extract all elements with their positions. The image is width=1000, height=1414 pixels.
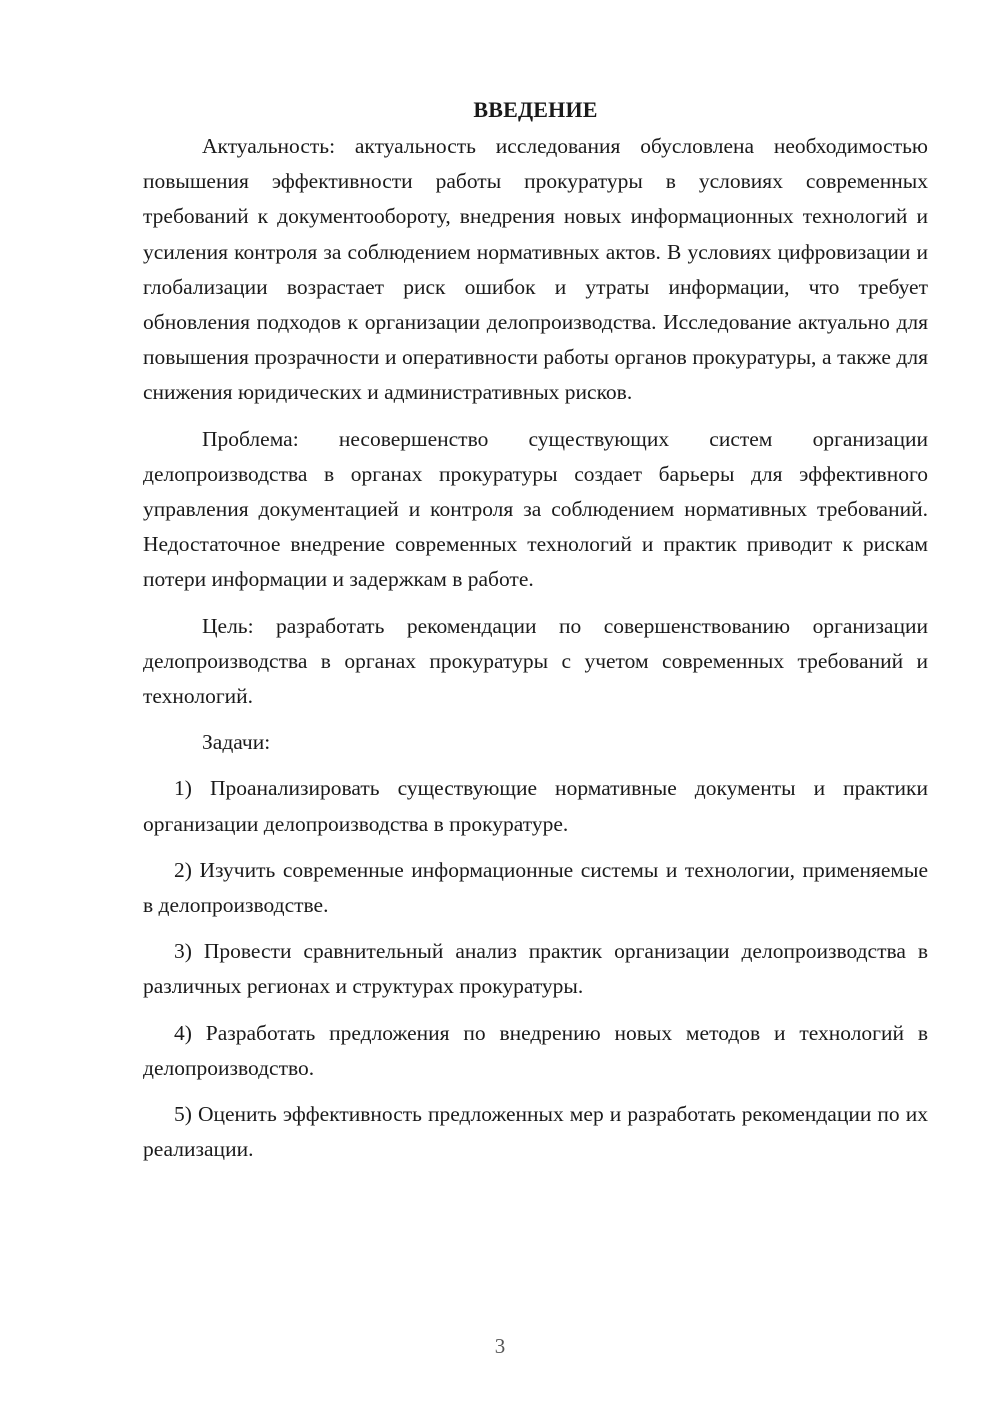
task-item-1: 1) Проанализировать существующие нормативные документы и практики организации делопроизводства в прокуратуре. [143,776,928,836]
page-number: 3 [494,1334,506,1358]
document-page [143,92,928,1178]
task-item-2: 2) Изучить современные информационные системы и технологии, применяемые в делопроизводстве. [143,857,928,918]
paragraph-problem: Проблема: несовершенство существующих систем организации делопроизводства в органах прокуратуры создает барьеры для эффективного управления документацией и контроля за соблюдением нормативных требований. Недостаточное внедрение современных технологий и практик приводит к рискам потери информации и задержкам в работе. [143,426,928,592]
paragraph-relevance: Актуальность: актуальность исследования обусловлена необходимостью повышения эффективности работы прокуратуры в условиях современных требований к документообороту, внедрения новых информационных технологий и усиления контроля за соблюдением нормативных актов. В условиях цифровизации и глобализации возрастает риск ошибок и утраты информации, что требует обновления подходов к организации делопроизводства. Исследование актуально для повышения прозрачности и оперативности работы органов прокуратуры, а также для снижения юридических и административных рисков. [143,134,928,405]
task-item-5: 5) Оценить эффективность предложенных мер и разработать рекомендации по их реализации. [143,1102,928,1162]
tasks-label: Задачи: [202,730,271,755]
task-item-4: 4) Разработать предложения по внедрению новых методов и технологий в делопроизводство. [143,1020,928,1080]
section-heading: ВВЕДЕНИЕ [473,97,598,122]
paragraph-goal: Цель: разработать рекомендации по совершенствованию организации делопроизводства в органах прокуратуры с учетом современных требований и технологий. [143,613,928,709]
task-item-3: 3) Провести сравнительный анализ практик организации делопроизводства в различных регионах и структурах прокуратуры. [143,939,928,999]
